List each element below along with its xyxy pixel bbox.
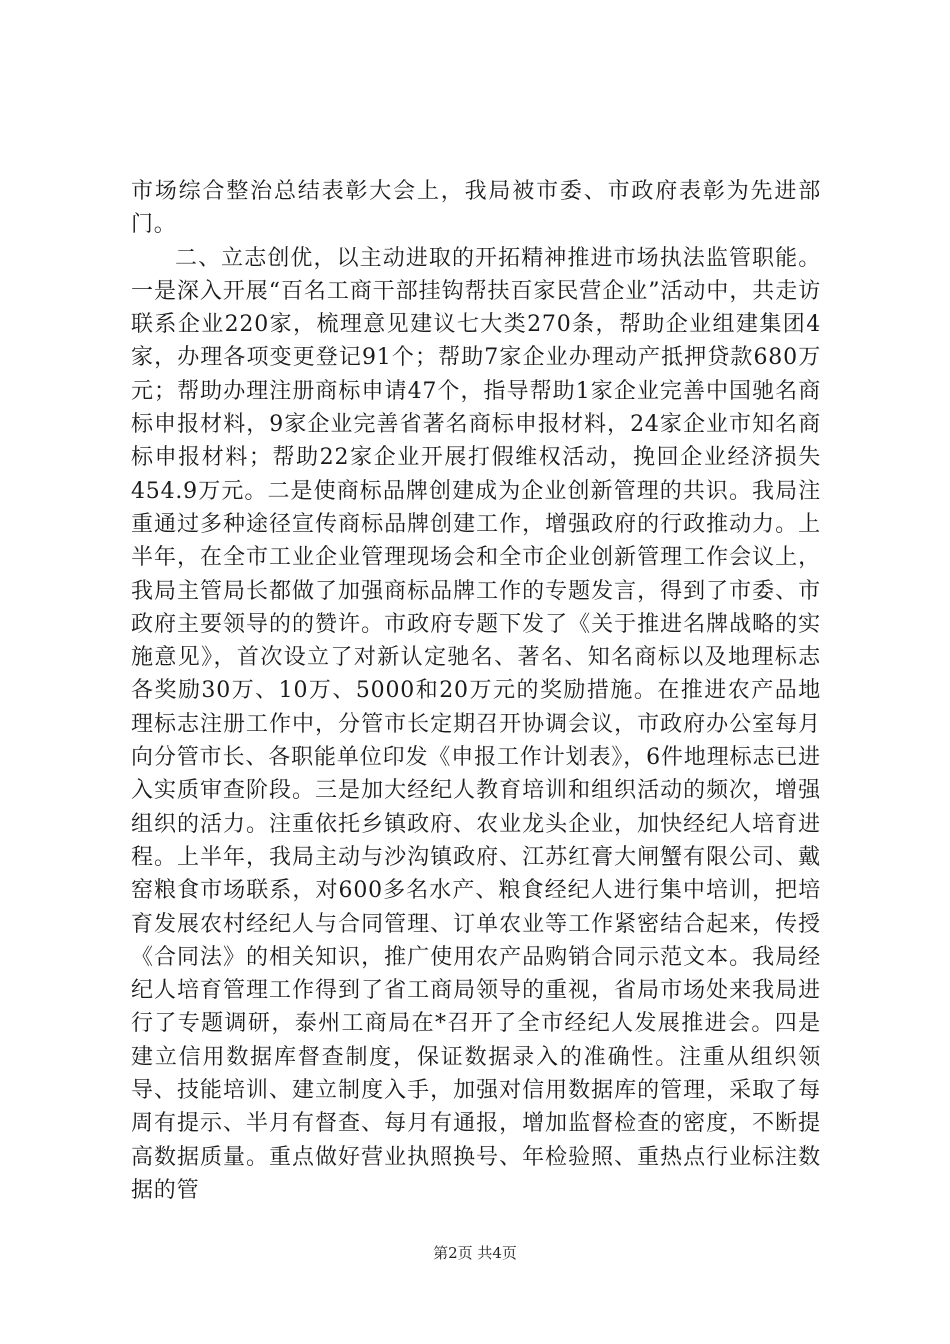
document-body	[131, 175, 821, 1207]
page-footer	[0, 1242, 950, 1263]
paragraph-2: 二、立志创优，以主动进取的开拓精神推进市场执法监管职能。一是深入开展“百名工商干部挂钩帮扶百家民营企业”活动中，共走访联系企业220家，梳理意见建议七大类270条，帮助企业组建集团4家，办理各项变更登记91个；帮助7家企业办理动产抵押贷款680万元；帮助办理注册商标申请47个，指导帮助1家企业完善中国驰名商标申报材料，9家企业完善省著名商标申报材料，24家企业市知名商标申报材料；帮助22家企业开展打假维权活动，挽回企业经济损失454.9万元。二是使商标品牌创建成为企业创新管理的共识。我局注重通过多种途径宣传商标品牌创建工作，增强政府的行政推动力。上半年，在全市工业企业管理现场会和全市企业创新管理工作会议上，我局主管局长都做了加强商标品牌工作的专题发言，得到了市委、市政府主要领导的的赞许。市政府专题下发了《关于推进名牌战略的实施意见》，首次设立了对新认定驰名、著名、知名商标以及地理标志各奖励30万、10万、5000和20万元的奖励措施。在推进农产品地理标志注册工作中，分管市长定期召开协调会议，市政府办公室每月向分管市长、各职能单位印发《申报工作计划表》，6件地理标志已进入实质审查阶段。三是加大经纪人教育培训和组织活动的频次，增强组织的活力。注重依托乡镇政府、农业龙头企业，加快经纪人培育进程。上半年，我局主动与沙沟镇政府、江苏红膏大闸蟹有限公司、戴窑粮食市场联系，对600多名水产、粮食经纪人进行集中培训，把培育发展农村经纪人与合同管理、订单农业等工作紧密结合起来，传授《合同法》的相关知识，推广使用农产品购销合同示范文本。我局经纪人培育管理工作得到了省工商局领导的重视，省局市场处来我局进行了专题调研，泰州工商局在*召开了全市经纪人发展推进会。四是建立信用数据库督查制度，保证数据录入的准确性。注重从组织领导、技能培训、建立制度入手，加强对信用数据库的管理，采取了每周有提示、半月有督查、每月有通报，增加监督检查的密度，不断提高数据质量。重点做好营业执照换号、年检验照、重热点行业标注数据的管	[131, 245, 821, 1203]
page-number-label: 第2页 共4页	[433, 1244, 517, 1262]
paragraph-1: 市场综合整治总结表彰大会上，我局被市委、市政府表彰为先进部门。	[131, 179, 821, 238]
